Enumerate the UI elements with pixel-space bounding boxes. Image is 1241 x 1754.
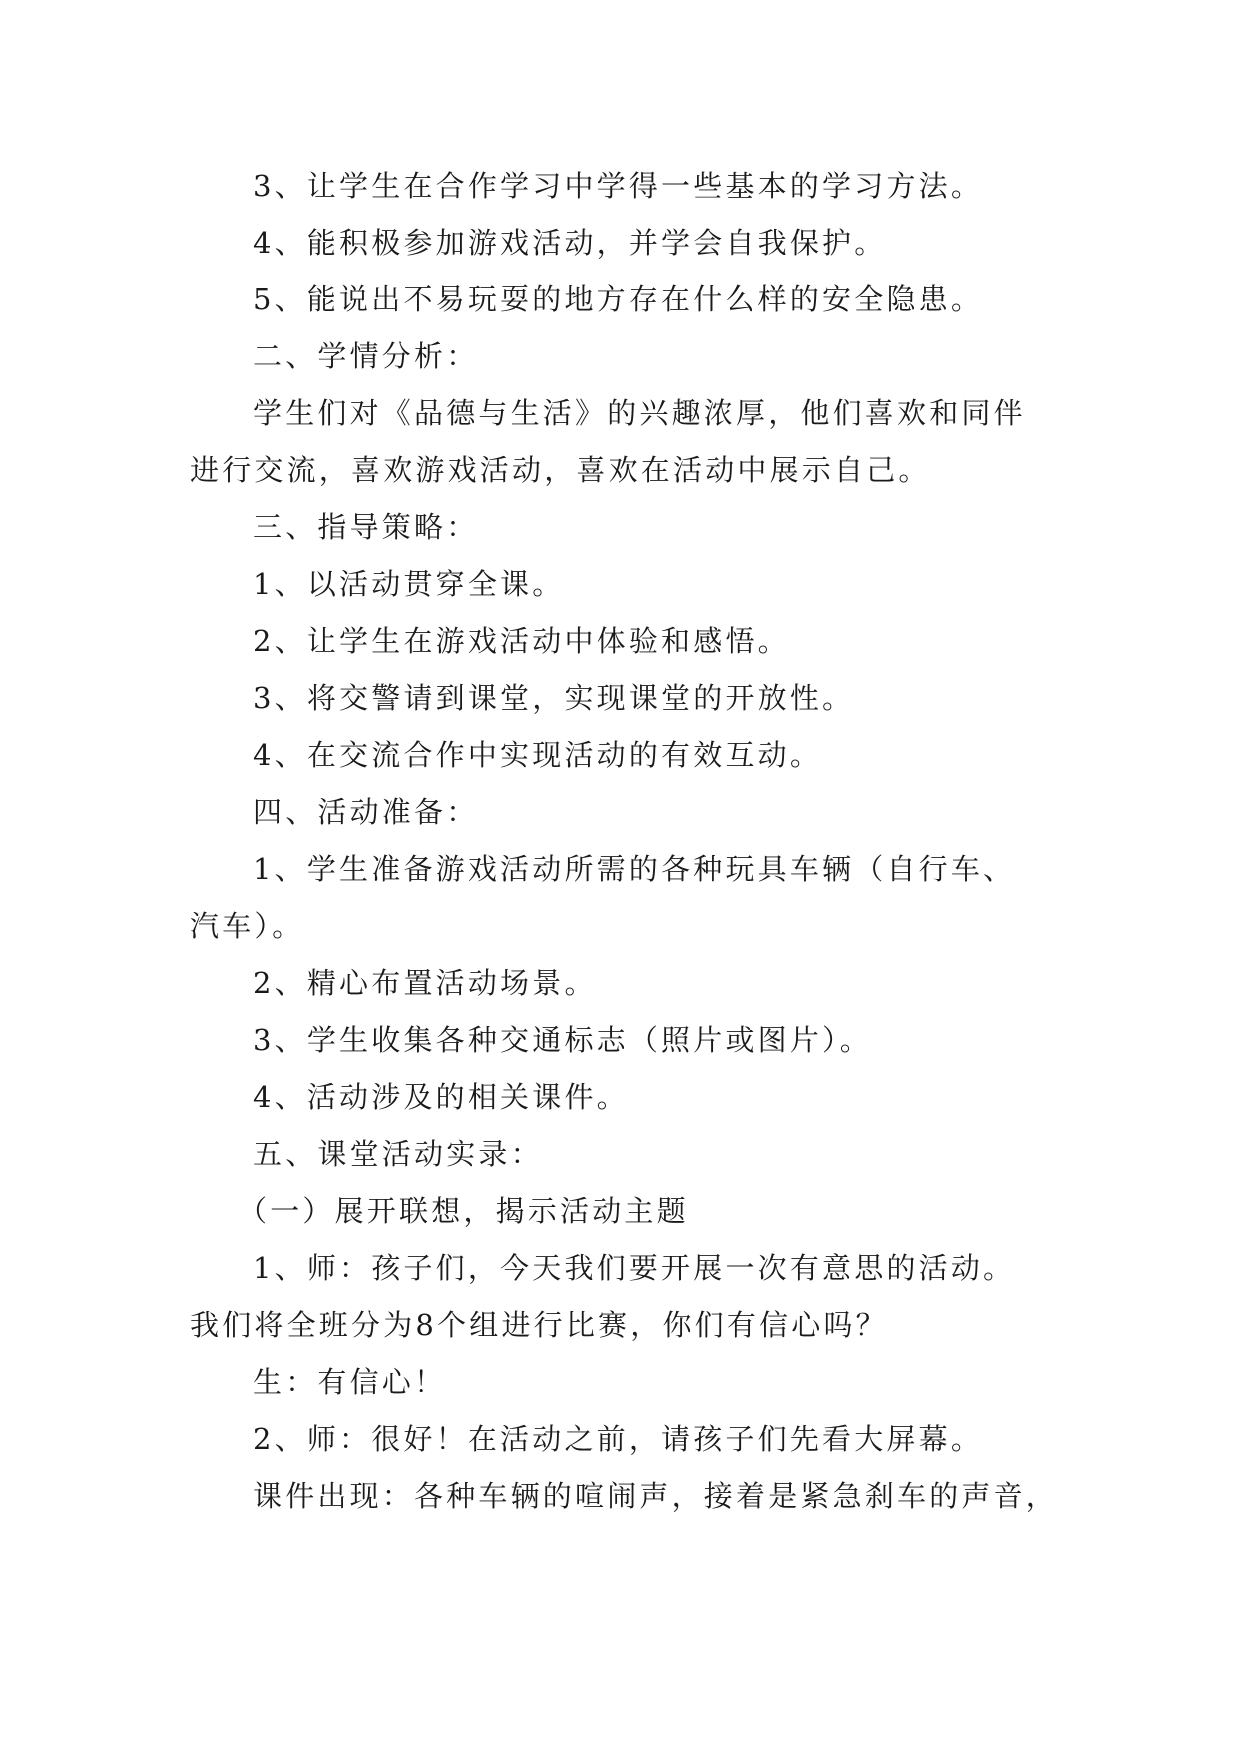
text-line: 1、以活动贯穿全课。 bbox=[253, 567, 565, 601]
text-line: 2、精心布置活动场景。 bbox=[253, 966, 597, 1000]
text-line: 学生们对《品德与生活》的兴趣浓厚，他们喜欢和同伴 bbox=[253, 396, 1026, 430]
text-line: 4、能积极参加游戏活动，并学会自我保护。 bbox=[253, 226, 887, 260]
text-line: 4、在交流合作中实现活动的有效互动。 bbox=[253, 738, 823, 772]
text-line: 生：有信心！ bbox=[253, 1365, 447, 1399]
section-heading: 五、课堂活动实录： bbox=[253, 1137, 543, 1171]
section-heading: 三、指导策略： bbox=[253, 510, 479, 544]
text-line: 5、能说出不易玩耍的地方存在什么样的安全隐患。 bbox=[253, 282, 984, 316]
text-line: 进行交流，喜欢游戏活动，喜欢在活动中展示自己。 bbox=[190, 453, 931, 487]
section-heading: 四、活动准备： bbox=[253, 795, 479, 829]
section-heading: 二、学情分析： bbox=[253, 339, 479, 373]
text-line: 汽车）。 bbox=[190, 909, 305, 943]
text-line: 课件出现：各种车辆的喧闹声，接着是紧急刹车的声音， bbox=[253, 1479, 1059, 1513]
text-line: 4、活动涉及的相关课件。 bbox=[253, 1080, 629, 1114]
text-line: 2、师：很好！在活动之前，请孩子们先看大屏幕。 bbox=[253, 1422, 984, 1456]
text-line: 3、将交警请到课堂，实现课堂的开放性。 bbox=[253, 681, 855, 715]
subsection-heading: （一）展开联想，揭示活动主题 bbox=[238, 1194, 689, 1228]
text-line: 3、学生收集各种交通标志（照片或图片）。 bbox=[253, 1023, 872, 1057]
text-line: 1、学生准备游戏活动所需的各种玩具车辆（自行车、 bbox=[253, 852, 1016, 886]
text-line: 1、师：孩子们，今天我们要开展一次有意思的活动。 bbox=[253, 1251, 1016, 1285]
text-line: 2、让学生在游戏活动中体验和感悟。 bbox=[253, 624, 790, 658]
text-line: 我们将全班分为8个组进行比赛，你们有信心吗？ bbox=[190, 1308, 888, 1342]
text-line: 3、让学生在合作学习中学得一些基本的学习方法。 bbox=[253, 169, 984, 203]
